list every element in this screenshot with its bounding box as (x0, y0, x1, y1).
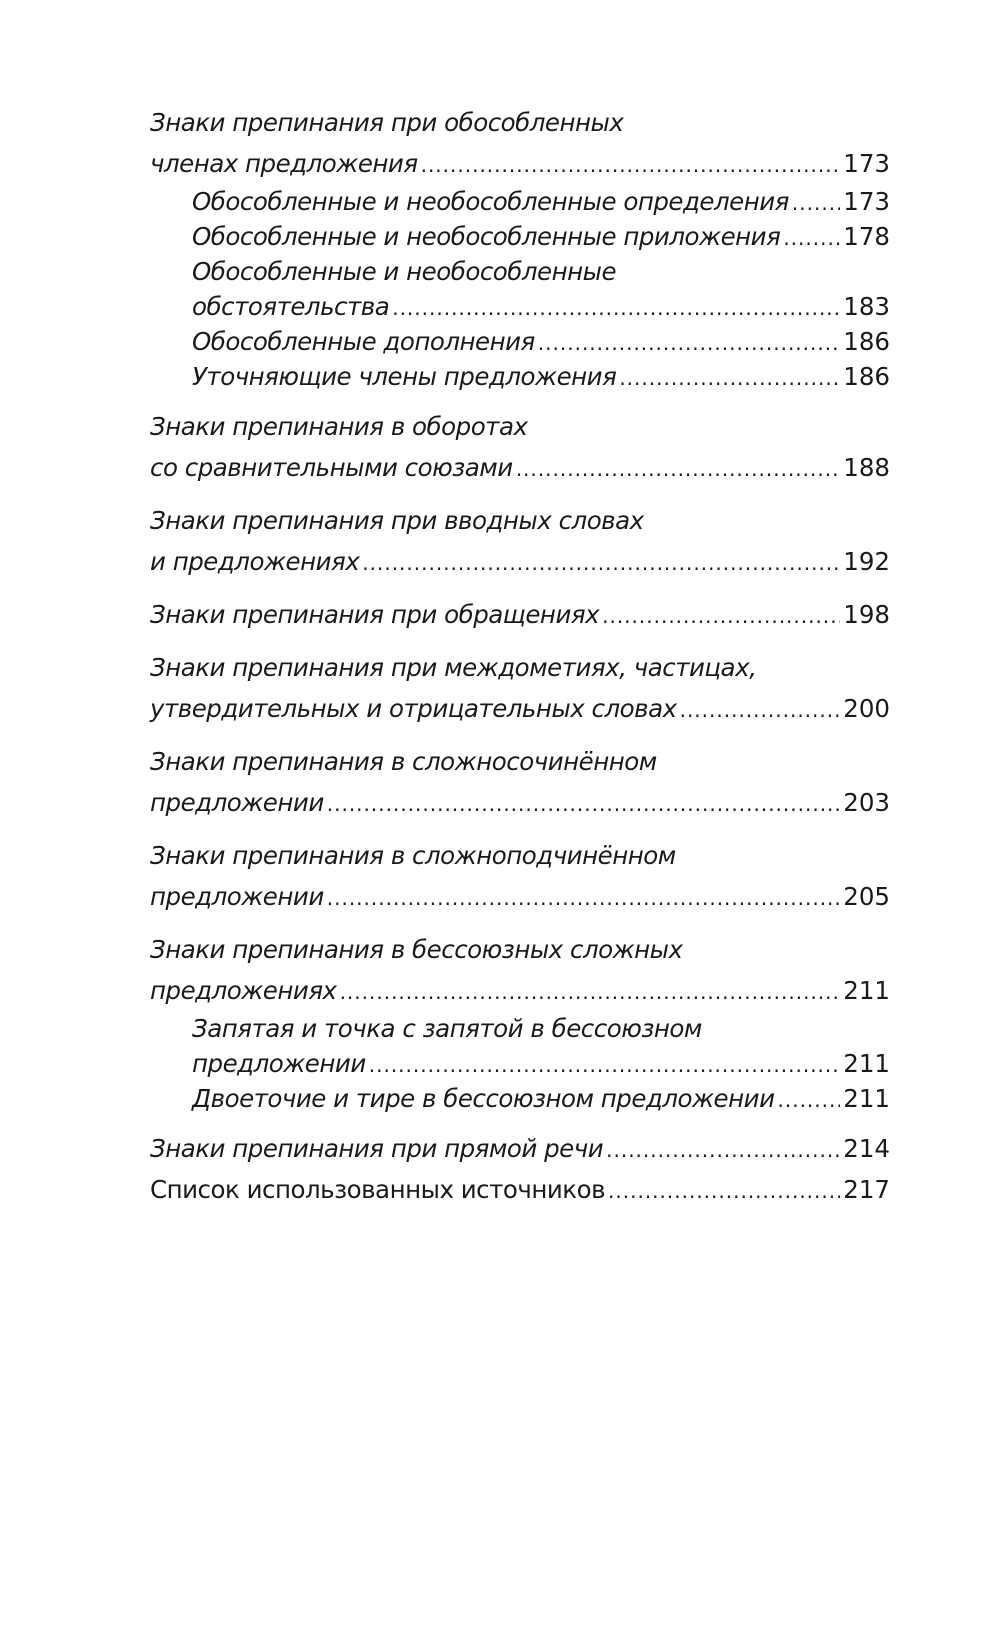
toc-entry-title: со сравнительными союзами (150, 453, 513, 482)
toc-entry-title: Знаки препинания в сложноподчинённом (150, 841, 676, 870)
toc-entry[interactable] (150, 359, 890, 394)
toc-entry-title: Знаки препинания в бессоюзных сложных (150, 935, 683, 964)
dot-leader (778, 1083, 841, 1118)
toc-entry-title: Список использованных источников (150, 1175, 606, 1204)
dot-leader (369, 1048, 840, 1083)
toc-entry-title: членах предложения (150, 149, 418, 178)
toc-page-number: 183 (843, 292, 890, 321)
toc-entry-references[interactable] (150, 1169, 890, 1210)
toc-entry-title: Знаки препинания при прямой речи (150, 1134, 604, 1163)
toc-entry[interactable] (150, 406, 890, 488)
toc-entry[interactable] (150, 929, 890, 1011)
toc-entry[interactable] (150, 1081, 890, 1116)
toc-entry-title: Обособленные и необособленные (192, 257, 617, 286)
dot-leader (327, 878, 840, 919)
toc-entry-line (150, 782, 890, 823)
toc-page-number: 200 (843, 694, 890, 723)
toc-entry[interactable] (150, 184, 890, 219)
toc-entry-line (150, 929, 890, 970)
toc-page-number: 173 (843, 187, 890, 216)
toc-page-number: 198 (843, 600, 890, 629)
table-of-contents (150, 102, 890, 1210)
toc-page-number: 211 (843, 976, 890, 1005)
toc-entry[interactable] (150, 102, 890, 184)
toc-entry[interactable] (150, 219, 890, 254)
toc-entry-title: Обособленные и необособленные приложения (192, 222, 781, 251)
toc-page-number: 178 (843, 222, 890, 251)
toc-entry-line (150, 406, 890, 447)
toc-entry-line (150, 741, 890, 782)
toc-entry-line (150, 835, 890, 876)
toc-entry-title: утвердительных и отрицательных словах (150, 694, 677, 723)
toc-entry-title: Знаки препинания при вводных словах (150, 506, 644, 535)
toc-entry-title: Уточняющие члены предложения (192, 362, 617, 391)
toc-entry-title: и предложениях (150, 547, 360, 576)
toc-entry-line (150, 594, 890, 635)
toc-entry[interactable] (150, 1011, 890, 1081)
dot-leader (680, 690, 841, 731)
toc-entry-title: Знаки препинания при обращениях (150, 600, 600, 629)
toc-page-number: 186 (843, 327, 890, 356)
toc-entry-title: обстоятельства (192, 292, 390, 321)
toc-page-number: 205 (843, 882, 890, 911)
toc-entry[interactable] (150, 741, 890, 823)
toc-entry-line (192, 1011, 890, 1046)
toc-entry[interactable] (150, 647, 890, 729)
toc-entry-title: предложениях (150, 976, 337, 1005)
toc-entry-line (192, 324, 890, 359)
dot-leader (783, 221, 840, 256)
toc-entry-title: предложении (150, 788, 324, 817)
toc-entry-line (150, 541, 890, 582)
toc-entry-title: Знаки препинания в оборотах (150, 412, 528, 441)
toc-entry-line (192, 1081, 890, 1116)
toc-entry-title: Знаки препинания при междометиях, частицах, (150, 653, 757, 682)
toc-entry[interactable] (150, 500, 890, 582)
dot-leader (421, 145, 841, 186)
toc-entry-line (150, 970, 890, 1011)
toc-entry-line (192, 219, 890, 254)
toc-page-number: 217 (843, 1175, 890, 1204)
toc-page-number: 173 (843, 149, 890, 178)
toc-entry-title: предложении (192, 1049, 366, 1078)
toc-entry-line (150, 102, 890, 143)
toc-entry-line (150, 876, 890, 917)
toc-entry-title: Обособленные дополнения (192, 327, 535, 356)
toc-page-number: 203 (843, 788, 890, 817)
toc-entry-line (192, 184, 890, 219)
toc-entry[interactable] (150, 324, 890, 359)
toc-entry-title: Обособленные и необособленные определения (192, 187, 789, 216)
toc-entry-line (150, 688, 890, 729)
dot-leader (608, 1171, 840, 1212)
toc-entry-line (192, 289, 890, 324)
dot-leader (327, 784, 840, 825)
dot-leader (606, 1130, 840, 1171)
toc-page-number: 188 (843, 453, 890, 482)
toc-entry-title: предложении (150, 882, 324, 911)
toc-entry-line (150, 143, 890, 184)
toc-entry-title: Двоеточие и тире в бессоюзном предложении (192, 1084, 775, 1113)
dot-leader (340, 972, 841, 1013)
dot-leader (516, 449, 841, 490)
dot-leader (602, 596, 840, 637)
toc-page-number: 211 (843, 1049, 890, 1078)
toc-entry-line (192, 1046, 890, 1081)
toc-entry-title: Запятая и точка с запятой в бессоюзном (192, 1014, 702, 1043)
dot-leader (538, 326, 840, 361)
toc-page-number: 211 (843, 1084, 890, 1113)
dot-leader (619, 361, 840, 396)
dot-leader (362, 543, 840, 584)
toc-entry[interactable] (150, 254, 890, 324)
toc-entry-line (150, 447, 890, 488)
toc-entry-line (150, 1169, 890, 1210)
toc-page-number: 186 (843, 362, 890, 391)
toc-page-number: 214 (843, 1134, 890, 1163)
toc-entry-line (150, 1128, 890, 1169)
toc-entry[interactable] (150, 1128, 890, 1169)
toc-page-number: 192 (843, 547, 890, 576)
toc-entry-line (150, 647, 890, 688)
toc-entry-line (150, 500, 890, 541)
toc-entry-line (192, 254, 890, 289)
toc-entry[interactable] (150, 835, 890, 917)
toc-entry-title: Знаки препинания при обособленных (150, 108, 624, 137)
toc-entry[interactable] (150, 594, 890, 635)
dot-leader (792, 186, 840, 221)
toc-entry-line (192, 359, 890, 394)
toc-entry-title: Знаки препинания в сложносочинённом (150, 747, 657, 776)
dot-leader (392, 291, 840, 326)
